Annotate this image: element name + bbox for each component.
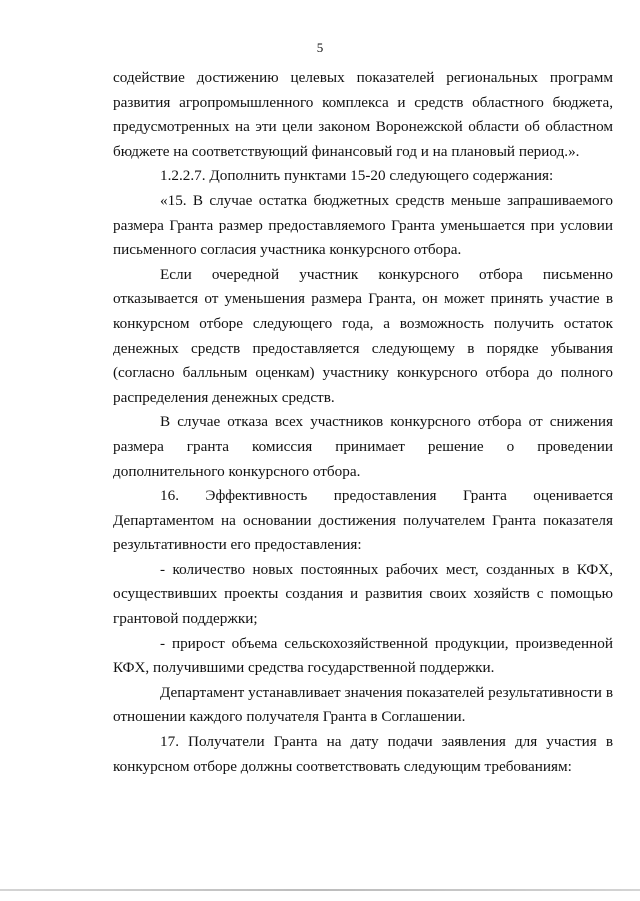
list-item-new-jobs: - количество новых постоянных рабочих мест, созданных в КФХ, осуществивших проекты создания и развития своих хозяйств с помощью грантовой поддержки;: [113, 560, 613, 628]
paragraph-department-indicators: Департамент устанавливает значения показателей результативности в отношении каждого получателя Гранта в Соглашении.: [113, 683, 613, 726]
page-bottom-edge: [0, 889, 640, 891]
paragraph-clause-15: «15. В случае остатка бюджетных средств меньше запрашиваемого размера Гранта размер предоставляемого Гранта уменьшается при условии письменного согласия участника конкурсного отбора.: [113, 191, 613, 259]
paragraph-clause-16: 16. Эффективность предоставления Гранта оценивается Департаментом на основании достижения получателем Гранта показателя результативности его предоставления:: [113, 487, 613, 554]
page-number: 5: [316, 40, 324, 55]
paragraph-refusal-reduction: Если очередной участник конкурсного отбора письменно отказывается от уменьшения размера Гранта, он может принять участие в конкурсном отборе следующего года, а возможность получить остаток денежных средств предоставляется следующему в порядке убывания (согласно балльным оценкам) участнику конкурсного отбора до полного распределения денежных средств.: [113, 265, 613, 406]
paragraph-continuation: содействие достижению целевых показателей региональных программ развития агропромышленного комплекса и средств областного бюджета, предусмотренных на эти цели законом Воронежской области об областном бюджете на соответствующий финансовый год и на плановый период.».: [113, 69, 613, 160]
paragraph-all-refuse: В случае отказа всех участников конкурсного отбора от снижения размера гранта комиссия принимает решение о проведении дополнительного конкурсного отбора.: [113, 413, 613, 480]
paragraph-amendment-1-2-2-7: 1.2.2.7. Дополнить пунктами 15-20 следующего содержания:: [160, 167, 554, 185]
list-item-production-growth: - прирост объема сельскохозяйственной продукции, произведенной КФХ, получившими средства государственной поддержки.: [113, 634, 613, 677]
paragraph-clause-17: 17. Получатели Гранта на дату подачи заявления для участия в конкурсном отборе должны соответствовать следующим требованиям:: [113, 733, 613, 775]
document-body: [113, 66, 613, 779]
